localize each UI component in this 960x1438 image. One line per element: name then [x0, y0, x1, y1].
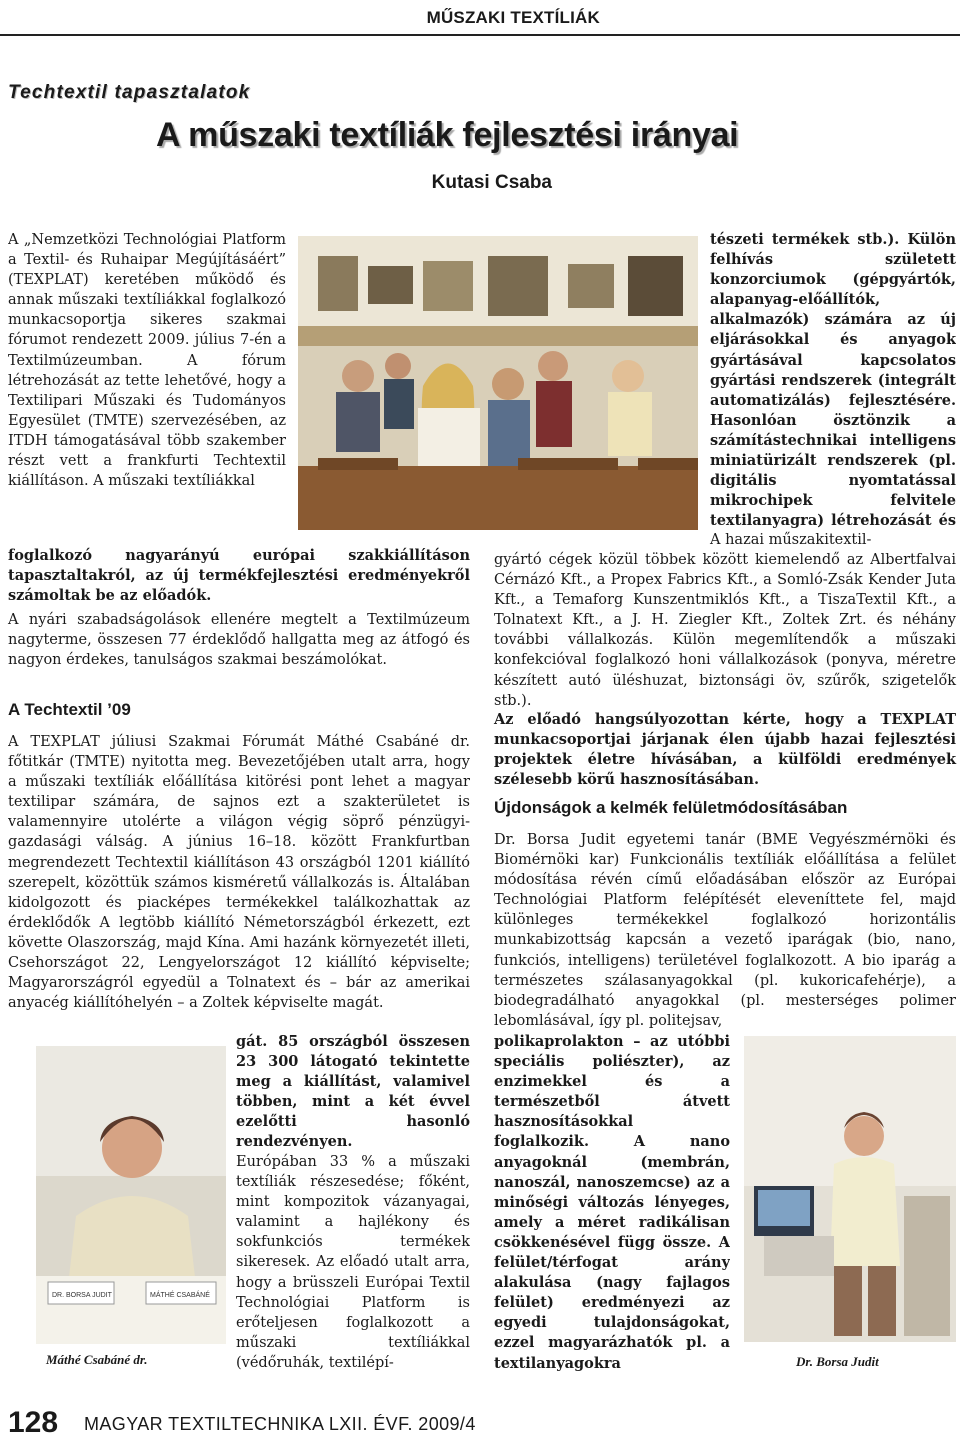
paragraph-3-text: A TEXPLAT júliusi Szakmai Fórumát Máthé Csabáné dr. főtitkár (TMTE) nyitotta meg. Bevezetőjében utalt arra, hogy a műszaki textíliák előállítása kitörési pont lehet a magyar textilipar számára, de sajnos ezt a szakterületet is valamennyire utolérte a világon végig söprő pénzügyi-gazdasági válság. A június 16–18. között Frankfurtban megrendezett Techtextil kiállításon 43 országból 1201 kiállító szerepelt, közöttük számos kisméretű vállalkozás is. Általában kidolgozott és piacképes termékekkel találkozhattak az érdeklődők A legtöbb kiállító Németországból érkezett, ezt követte Olaszország, majd Kína. Ami hazánk környezetét illeti, Csehországot 22, Lengyelországot 12 kiállító képviselte; Magyarországról egyedül a Tolnatext és – bár az amerikai anyacég kiállítóhelyén – a Zoltek képviselte magát.	[8, 734, 470, 1012]
subhead-techtextil: A Techtextil ’09	[8, 700, 131, 719]
paragraph-2-text: A nyári szabadságolások ellenére megtelt a Textilmúzeum nagyterme, összesen 77 érdeklődő hallgatta meg az átfogó és nagyon érdekes, tanulságos szakmai beszámolókat.	[8, 612, 470, 669]
journal-name: MAGYAR TEXTILTECHNIKA LXII. ÉVF. 2009/4	[84, 1414, 476, 1434]
article-title: A műszaki textíliák fejlesztési irányai	[156, 116, 739, 154]
right-paragraph-2-head	[710, 530, 956, 550]
right-paragraph-4	[494, 830, 956, 1032]
paragraph-3	[8, 732, 470, 1032]
right-paragraph-3-text: Az előadó hangsúlyozottan kérte, hogy a TEXPLAT munkacsoportjai járjanak élen újabb hazai fejlesztési projektek életre hívásában, a külföldi eredmények szélesebb körű hasznosításában.	[494, 711, 956, 789]
intro-text: A „Nemzetközi Technológiai Platform a Textil- és Ruhaipar Megújításáért” (TEXPLAT) keretében működő és annak műszaki textíliákkal foglalkozó munkacsoportja sikeres szakmai fórumot rendezett 2009. július 7-én a Textilmúzeumban. A fórum létrehozását az tette lehetővé, hogy a Textilipari Műszaki és Tudományos Egyesület (TMTE) szervezésében, az ITDH támogatásával több szakember részt vett a frankfurti Techtextil kiállításon. A műszaki textíliákkal	[8, 232, 286, 490]
paragraph-3-continued-text: gát. 85 országból összesen 23 300 látogató tekintette meg a kiállítást, valamivel többen, mint a két évvel ezelőtti hasonló rendezvényen.	[236, 1033, 470, 1151]
article-author: Kutasi Csaba	[431, 172, 552, 193]
caption-mathe: Máthé Csabáné dr.	[46, 1352, 148, 1367]
section-label: MŰSZAKI TEXTÍLIÁK	[426, 8, 600, 27]
right-paragraph-2-head-text: A hazai műszakitextil-	[710, 532, 872, 548]
right-paragraph-4-continued-text: polikaprolakton – az utóbbi speciális poliészter), az enzimekkel és a természetből átvett hasznosításokkal foglalkozik. A nano anyagoknál (membrán, nanoszál, nanoszemcse) az a minőségi változás lényeges, amely a méret radikálisan csökkenésével függ össze. A felület/térfogat arány alakulása (nagy fajlagos felület) eredményezi az egyedi tulajdonságokat, ezzel magyarázhatók pl. a textilanyagokra	[494, 1033, 730, 1372]
nameplate-mathe: MÁTHÉ CSABÁNÉ	[150, 1292, 210, 1299]
caption-borsa: Dr. Borsa Judit	[796, 1354, 879, 1369]
right-paragraph-4-continued	[494, 1032, 730, 1372]
right-paragraph-1-text: tészeti termékek stb.). Külön felhívás született konzorciumok (gépgyártók, alapanyag-előállítók, alkalmazók) számára az új eljárásokkal és anyagok gyártásával kapcsolatos gyártási rendszerek (integrált automatizálás) fejlesztésére. Hasonlóan ösztönzik a számítástechnikai intelligens miniatürizált rendszerek (pl. digitális nyomtatással mikrochipek felvitele textilanyagra) létrehozását és	[710, 231, 956, 530]
page-number: 128	[8, 1406, 59, 1438]
header-rule	[0, 34, 960, 36]
intro-paragraph	[8, 230, 286, 546]
article-kicker: Techtextil tapasztalatok	[8, 82, 251, 103]
right-paragraph-2-text: gyártó cégek közül többek között kiemelendő az Albertfalvai Cérnázó Kft., a Propex Fabrics Kft., a Somló-Zsák Kender Juta Kft., a Temaforg Kunszentmiklós Kft., a TiszaTextil Kft., a Tolnatext Kft., a J. H. Ziegler Kft., Zoltek Zrt. és néhány további vállalkozás. Külön megemlítendők a műszaki konfekcióval foglalkozó honi vállalkozások (ponyva, méretre készített autó üléshuzat, biztonsági öv, szűrők, szigetelők stb.).	[494, 552, 956, 709]
paragraph-3-continued	[236, 1032, 470, 1153]
paragraph-2	[8, 610, 470, 670]
subhead-novelties: Újdonságok a kelmék felületmódosításában	[494, 798, 848, 817]
photo-mathe	[36, 1046, 226, 1344]
right-paragraph-4-text: Dr. Borsa Judit egyetemi tanár (BME Vegyészmérnöki és Biomérnöki kar) Funkcionális textíliák előállítása a felület módosítása révén című előadásában először az Európai Technológiai Platform felépítését eleveníttete fel, majd különleges termékekkel foglalkozó horizontális munkabizottság kapcsán a vezető iparágak (bio, nano, funkciós, intelligens) területével foglalkozott. A bio iparág a természetes szálasanyagokkal (pl. kukoricafehérje), a biodegradálható anyagokkal (pl. mesterséges polimer lebomlásával, így pl. politejsav,	[494, 832, 956, 1029]
right-paragraph-2	[494, 550, 956, 711]
page-footer	[0, 1404, 960, 1438]
right-paragraph-3	[494, 710, 956, 790]
photo-borsa	[744, 1036, 956, 1342]
audience-photo-image	[298, 236, 698, 530]
intro-continued	[8, 546, 470, 606]
paragraph-4-text: Európában 33 % a műszaki textíliák részesedése; főként, mint kompozitok vázanyagai, valamint a hajlékony és sokfunkciós termékek sikeresek. Az előadó utalt arra, hogy a brüsszeli Európai Textil Technológiai Platform is erőteljesen foglalkozott a műszaki textíliákkal (védőruhák, textilépí-	[236, 1154, 470, 1370]
intro-continued-text: foglalkozó nagyarányú európai szakkiállításon tapasztaltakról, az új termékfejlesztési eredményekről számoltak be az előadók.	[8, 547, 470, 605]
audience-photo	[298, 236, 698, 530]
paragraph-4	[236, 1152, 470, 1370]
nameplate-borsa: DR. BORSA JUDIT	[52, 1292, 112, 1299]
right-paragraph-1	[710, 230, 956, 530]
